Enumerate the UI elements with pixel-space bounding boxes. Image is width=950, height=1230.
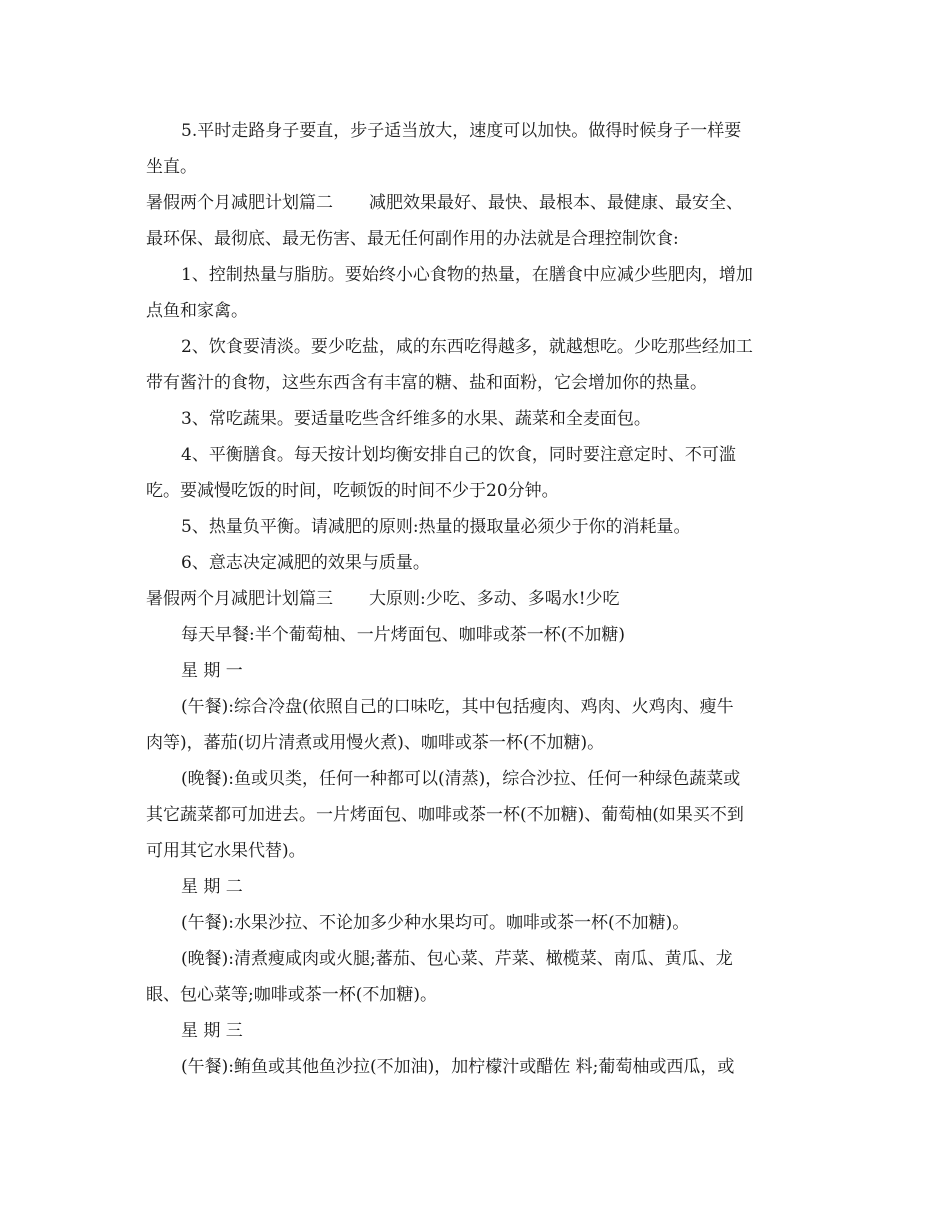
text-line: (午餐):鲔鱼或其他鱼沙拉(不加油)，加柠檬汁或醋佐 料;葡萄柚或西瓜，或 — [181, 1057, 735, 1077]
text-line: 2、饮食要清淡。要少吃盐，咸的东西吃得越多，就越想吃。少吃那些经加工 — [181, 337, 753, 357]
text-span: 减肥效果最好、最快、最根本、最健康、最安全、 — [369, 193, 743, 213]
text-line: 每天早餐:半个葡萄柚、一片烤面包、咖啡或茶一杯(不加糖) — [181, 625, 625, 645]
text-line: 肉等)，蕃茄(切片清煮或用慢火煮)、咖啡或茶一杯(不加糖)。 — [146, 733, 605, 753]
text-line: (晚餐):清煮瘦咸肉或火腿;蕃茄、包心菜、芹菜、橄榄菜、南瓜、黄瓜、龙 — [181, 949, 733, 969]
text-line: 5、热量负平衡。请减肥的原则:热量的摄取量必须少于你的消耗量。 — [181, 517, 691, 537]
text-line: 4、平衡膳食。每天按计划均衡安排自己的饮食，同时要注意定时、不可滥 — [181, 445, 736, 465]
text-line: 点鱼和家禽。 — [146, 301, 248, 321]
day-heading: 星 期 一 — [181, 661, 243, 681]
section-heading: 暑假两个月减肥计划篇三 — [146, 589, 333, 609]
text-line: (午餐):水果沙拉、不论加多少种水果均可。咖啡或茶一杯(不加糖)。 — [181, 913, 690, 933]
day-heading: 星 期 三 — [181, 1021, 243, 1041]
text-line: 5.平时走路身子要直，步子适当放大，速度可以加快。做得时候身子一样要 — [181, 121, 742, 141]
text-span: 大原则:少吃、多动、多喝水!少吃 — [369, 589, 620, 609]
heading-line — [146, 586, 620, 612]
heading-line — [146, 190, 743, 216]
text-line: 3、常吃蔬果。要适量吃些含纤维多的水果、蔬菜和全麦面包。 — [181, 409, 651, 429]
text-line: 最环保、最彻底、最无伤害、最无任何副作用的办法就是合理控制饮食: — [146, 229, 679, 249]
text-line: 带有酱汁的食物，这些东西含有丰富的糖、盐和面粉，它会增加你的热量。 — [146, 373, 707, 393]
section-heading: 暑假两个月减肥计划篇二 — [146, 193, 333, 213]
text-line: (午餐):综合冷盘(依照自己的口味吃，其中包括瘦肉、鸡肉、火鸡肉、瘦牛 — [181, 697, 734, 717]
day-heading: 星 期 二 — [181, 877, 243, 897]
text-line: 可用其它水果代替)。 — [146, 841, 306, 861]
text-line: 6、意志决定减肥的效果与质量。 — [181, 553, 430, 573]
text-line: 吃。要减慢吃饭的时间，吃顿饭的时间不少于20分钟。 — [146, 481, 559, 501]
text-line: 1、控制热量与脂肪。要始终小心食物的热量，在膳食中应减少些肥肉，增加 — [181, 265, 753, 285]
text-line: 眼、包心菜等;咖啡或茶一杯(不加糖)。 — [146, 985, 437, 1005]
text-line: 其它蔬菜都可加进去。一片烤面包、咖啡或茶一杯(不加糖)、葡萄柚(如果买不到 — [146, 805, 744, 825]
text-line: (晚餐):鱼或贝类，任何一种都可以(清蒸)，综合沙拉、任何一种绿色蔬菜或 — [181, 769, 741, 789]
text-line: 坐直。 — [146, 157, 197, 177]
